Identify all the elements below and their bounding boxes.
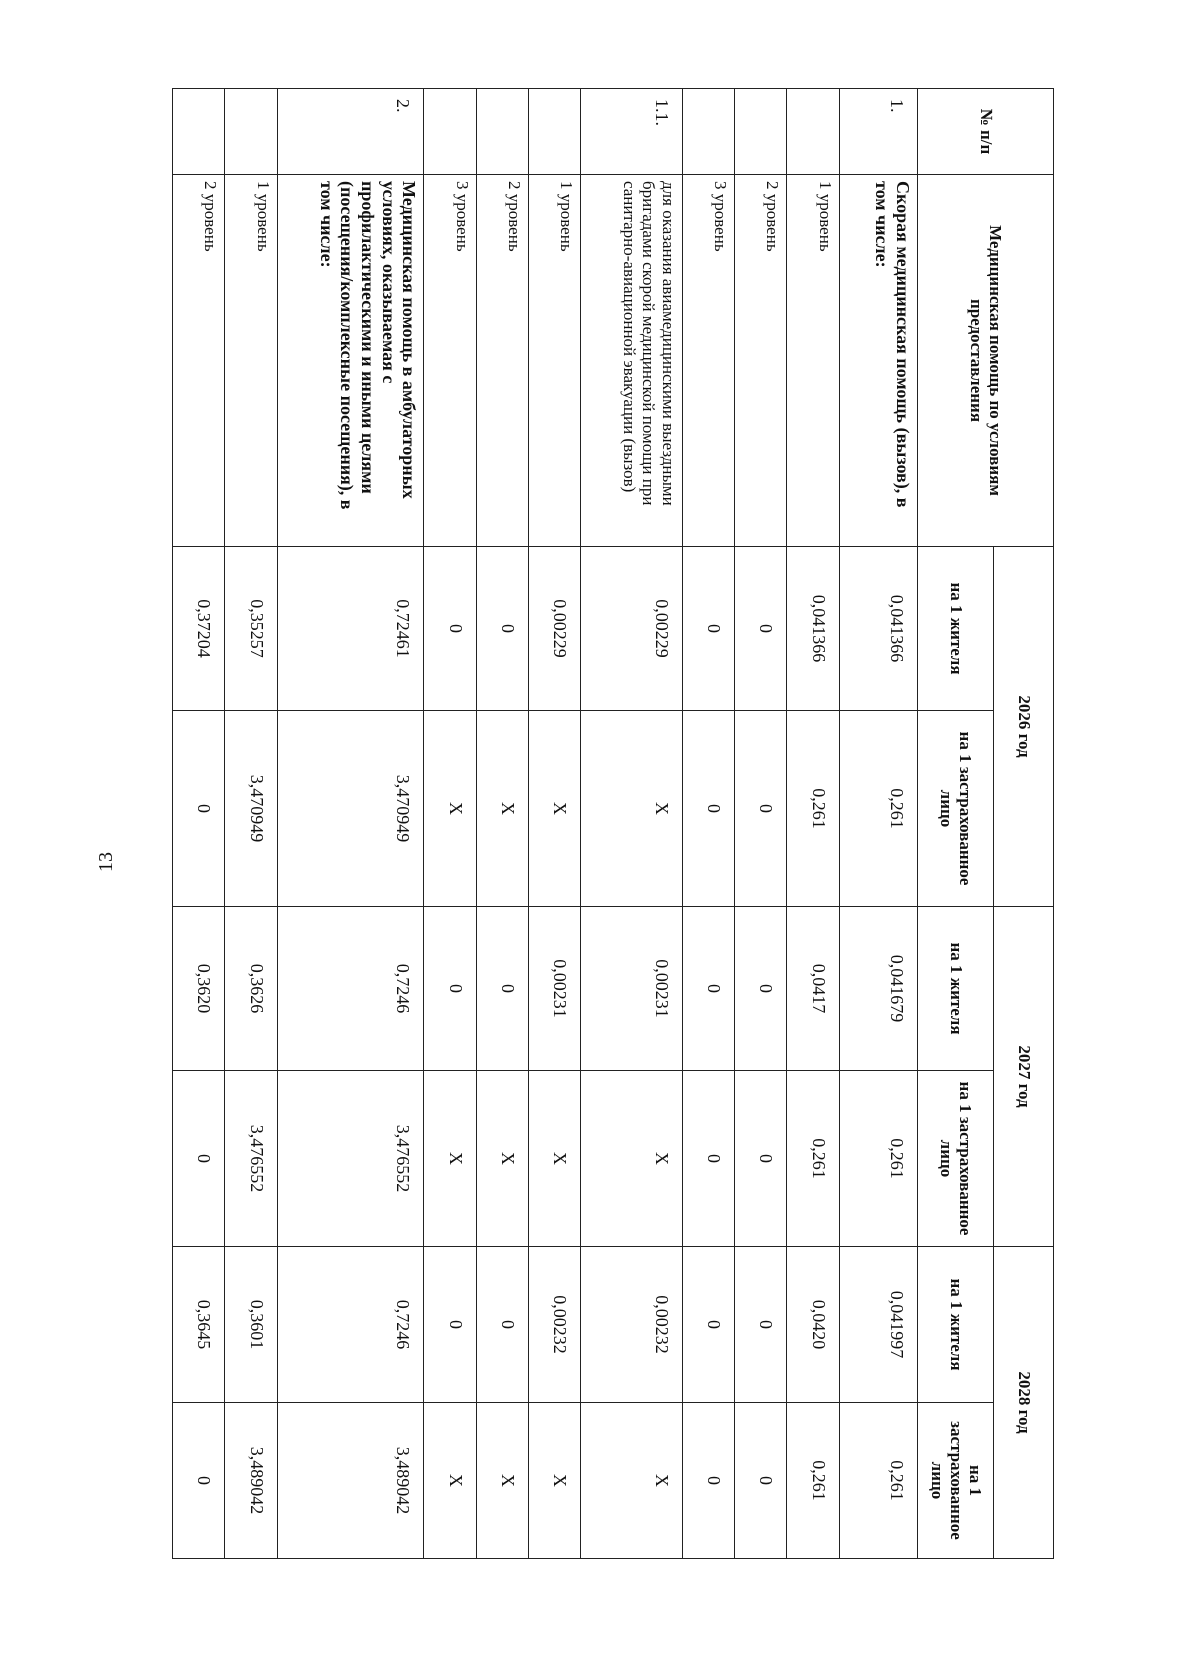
- data-table: [172, 88, 1054, 1559]
- row-label: для оказания авиамедицинскими выездными бригадами скорой медицинской помощи при санитарно-авиационной эвакуации (вызов): [581, 175, 683, 547]
- table-row: [173, 89, 225, 1559]
- table-row: [735, 89, 787, 1559]
- header-year-2026: 2026 год: [994, 547, 1054, 907]
- table-row: [424, 89, 476, 1559]
- value-cell: 0,72461: [277, 547, 424, 711]
- value-cell: 0,00232: [528, 1247, 580, 1403]
- row-index: [476, 89, 528, 175]
- value-cell: 0,261: [839, 711, 917, 907]
- value-cell: X: [528, 711, 580, 907]
- header-per-insured: на 1 застрахованное лицо: [918, 1071, 994, 1247]
- value-cell: 0,261: [787, 1403, 839, 1559]
- table-row: [225, 89, 277, 1559]
- value-cell: 0: [682, 1247, 734, 1403]
- header-per-insured: на 1 застрахованное лицо: [918, 711, 994, 907]
- value-cell: 0: [735, 1247, 787, 1403]
- value-cell: X: [581, 1403, 683, 1559]
- value-cell: 0,00231: [581, 907, 683, 1071]
- row-index: [682, 89, 734, 175]
- value-cell: 3,470949: [277, 711, 424, 907]
- value-cell: 0,37204: [173, 547, 225, 711]
- header-num: № п/п: [918, 89, 1054, 175]
- value-cell: 3,489042: [277, 1403, 424, 1559]
- value-cell: 0,261: [787, 711, 839, 907]
- value-cell: 0,041366: [839, 547, 917, 711]
- value-cell: 0,00229: [581, 547, 683, 711]
- row-label: 3 уровень: [424, 175, 476, 547]
- value-cell: 0: [173, 1071, 225, 1247]
- value-cell: 0,3620: [173, 907, 225, 1071]
- header-name: Медицинская помощь по условиям предоставления: [918, 175, 1054, 547]
- value-cell: 3,476552: [225, 1071, 277, 1247]
- value-cell: 0: [682, 711, 734, 907]
- value-cell: 0: [735, 1071, 787, 1247]
- table-row: [839, 89, 917, 1559]
- value-cell: 0: [424, 547, 476, 711]
- value-cell: 0,041366: [787, 547, 839, 711]
- header-year-2028: 2028 год: [994, 1247, 1054, 1559]
- row-label: 2 уровень: [476, 175, 528, 547]
- value-cell: 3,476552: [277, 1071, 424, 1247]
- value-cell: 0: [735, 711, 787, 907]
- value-cell: 0,0420: [787, 1247, 839, 1403]
- row-index: 2.: [277, 89, 424, 175]
- value-cell: 0: [682, 907, 734, 1071]
- row-index: [787, 89, 839, 175]
- row-index: 1.: [839, 89, 917, 175]
- header-per-resident: на 1 жителя: [918, 547, 994, 711]
- value-cell: 0,7246: [277, 1247, 424, 1403]
- value-cell: 0: [735, 1403, 787, 1559]
- row-index: [528, 89, 580, 175]
- value-cell: X: [476, 711, 528, 907]
- value-cell: 0,0417: [787, 907, 839, 1071]
- table-row: [277, 89, 424, 1559]
- value-cell: 0: [476, 1247, 528, 1403]
- row-label: 1 уровень: [787, 175, 839, 547]
- header-per-resident: на 1 жителя: [918, 1247, 994, 1403]
- value-cell: X: [424, 1071, 476, 1247]
- row-label: 3 уровень: [682, 175, 734, 547]
- row-index: [735, 89, 787, 175]
- value-cell: 0,3601: [225, 1247, 277, 1403]
- row-label: 1 уровень: [225, 175, 277, 547]
- value-cell: X: [424, 711, 476, 907]
- value-cell: 0: [476, 907, 528, 1071]
- value-cell: 0: [173, 711, 225, 907]
- table-row: [476, 89, 528, 1559]
- value-cell: 0: [735, 907, 787, 1071]
- value-cell: 0: [476, 547, 528, 711]
- value-cell: 0,261: [839, 1403, 917, 1559]
- value-cell: 0,00229: [528, 547, 580, 711]
- table-row: [528, 89, 580, 1559]
- row-label: Скорая медицинская помощь (вызов), в том числе:: [839, 175, 917, 547]
- row-index: [173, 89, 225, 175]
- value-cell: X: [528, 1403, 580, 1559]
- value-cell: X: [476, 1403, 528, 1559]
- value-cell: 0: [173, 1403, 225, 1559]
- value-cell: 0,7246: [277, 907, 424, 1071]
- value-cell: 0,00232: [581, 1247, 683, 1403]
- value-cell: 0,3626: [225, 907, 277, 1071]
- value-cell: 3,489042: [225, 1403, 277, 1559]
- header-per-insured: на 1 застрахованное лицо: [918, 1403, 994, 1559]
- value-cell: 0: [424, 1247, 476, 1403]
- row-label: 2 уровень: [173, 175, 225, 547]
- value-cell: X: [424, 1403, 476, 1559]
- table-row: [787, 89, 839, 1559]
- value-cell: 0: [682, 1071, 734, 1247]
- value-cell: 0: [735, 547, 787, 711]
- table-body: [173, 89, 918, 1559]
- row-index: 1.1.: [581, 89, 683, 175]
- header-year-2027: 2027 год: [994, 907, 1054, 1247]
- header-per-resident: на 1 жителя: [918, 907, 994, 1071]
- value-cell: 0,00231: [528, 907, 580, 1071]
- value-cell: 0,3645: [173, 1247, 225, 1403]
- table-row: [581, 89, 683, 1559]
- row-index: [225, 89, 277, 175]
- value-cell: 0,041997: [839, 1247, 917, 1403]
- row-label: 1 уровень: [528, 175, 580, 547]
- rotated-table-wrapper: [172, 88, 1054, 1558]
- value-cell: 0,261: [787, 1071, 839, 1247]
- value-cell: 0,041679: [839, 907, 917, 1071]
- row-label: Медицинская помощь в амбулаторных условиях, оказываемая с профилактическими и иными целями (посещения/комплексные посещения), в том числе:: [277, 175, 424, 547]
- value-cell: X: [476, 1071, 528, 1247]
- value-cell: 0: [682, 1403, 734, 1559]
- row-label: 2 уровень: [735, 175, 787, 547]
- value-cell: X: [528, 1071, 580, 1247]
- value-cell: 0: [424, 907, 476, 1071]
- page-number: 13: [95, 852, 117, 872]
- value-cell: 0,261: [839, 1071, 917, 1247]
- table-row: [682, 89, 734, 1559]
- value-cell: X: [581, 711, 683, 907]
- value-cell: 0,35257: [225, 547, 277, 711]
- value-cell: 3,470949: [225, 711, 277, 907]
- row-index: [424, 89, 476, 175]
- value-cell: 0: [682, 547, 734, 711]
- value-cell: X: [581, 1071, 683, 1247]
